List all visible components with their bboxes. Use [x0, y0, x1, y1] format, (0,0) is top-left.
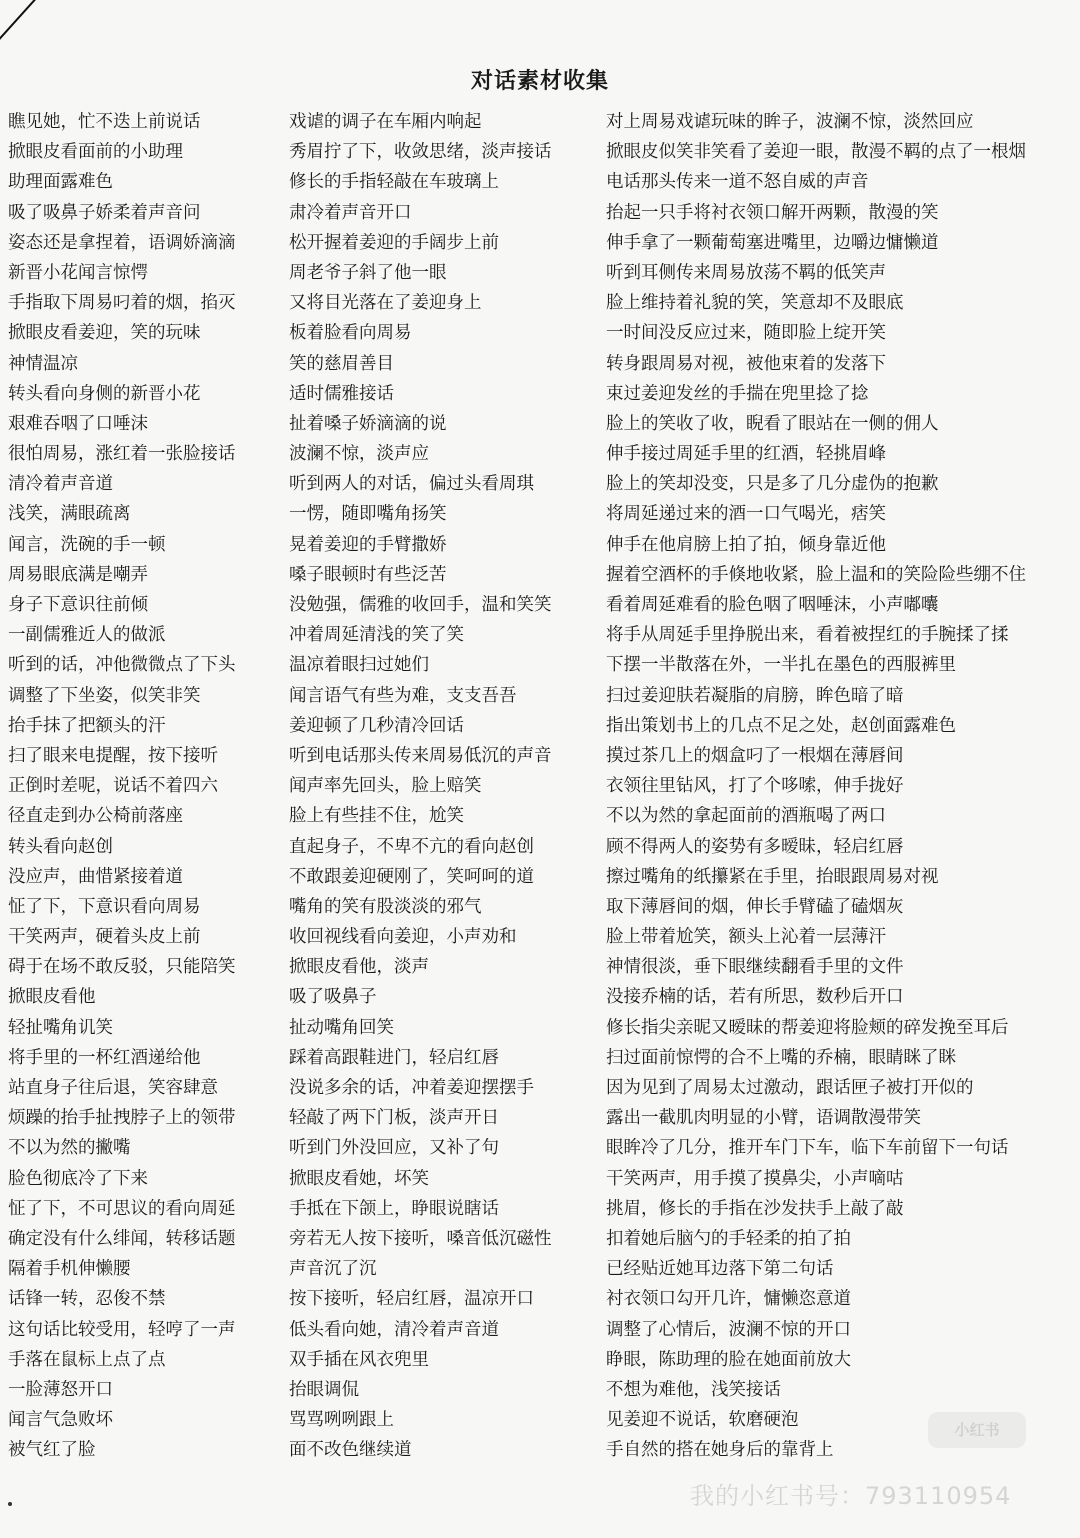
phrase-item: 浅笑，满眼疏离	[8, 504, 131, 525]
phrase-item: 站直身子往后退，笑容肆意	[8, 1078, 218, 1098]
phrase-item: 调整了下坐姿，似笑非笑	[8, 685, 201, 706]
phrase-item: 掀眼皮看他	[8, 987, 96, 1008]
phrase-item: 周易眼底满是嘲弄	[8, 564, 148, 585]
phrase-item: 晃着姜迎的手臂撒娇	[289, 534, 447, 555]
phrase-item: 确定没有什么绯闻，转移话题	[8, 1228, 236, 1249]
phrase-item: 吸了吸鼻子	[289, 987, 377, 1008]
phrase-item: 修长的手指轻敲在车玻璃上	[289, 172, 499, 193]
column-1	[8, 107, 280, 1465]
phrase-item: 声音沉了沉	[289, 1259, 377, 1280]
phrase-item: 清冷着声音道	[8, 474, 113, 495]
phrase-item: 碍于在场不敢反驳，只能陪笑	[8, 957, 236, 978]
phrase-item: 因为见到了周易太过激动，跟话匣子被打开似的	[606, 1078, 974, 1098]
phrase-item: 修长指尖亲昵又暧昧的帮姜迎将脸颊的碎发挽至耳后	[606, 1017, 1009, 1038]
phrase-item: 顾不得两人的姿势有多暧昧，轻启红唇	[606, 836, 904, 857]
phrase-item: 露出一截肌肉明显的小臂，语调散漫带笑	[606, 1108, 921, 1129]
phrase-item: 按下接听，轻启红唇，温凉开口	[289, 1289, 534, 1310]
phrase-item: 秀眉拧了下，收敛思绪，淡声接话	[289, 142, 552, 163]
corner-pen-mark	[0, 0, 52, 49]
phrase-item: 一脸薄怒开口	[8, 1379, 113, 1400]
phrase-item: 扯动嘴角回笑	[289, 1017, 394, 1038]
phrase-item: 吸了吸鼻子娇柔着声音问	[8, 202, 201, 223]
phrase-item: 踩着高跟鞋进门，轻启红唇	[289, 1047, 499, 1068]
phrase-item: 手落在鼠标上点了点	[8, 1349, 166, 1370]
column-3	[606, 107, 1076, 1465]
phrase-item: 嗓子眼顿时有些泛苦	[289, 564, 447, 585]
phrase-item: 伸手拿了一颗葡萄塞进嘴里，边嚼边慵懒道	[606, 232, 939, 253]
phrase-item: 很怕周易，涨红着一张脸接话	[8, 444, 236, 465]
phrase-item: 指出策划书上的几点不足之处，赵创面露难色	[606, 715, 956, 736]
watermark-logo: 小红书	[928, 1412, 1026, 1448]
phrase-item: 闻言语气有些为难，支支吾吾	[289, 685, 517, 706]
column-2	[289, 107, 589, 1465]
phrase-item: 扣着她后脑勺的手轻柔的拍了拍	[606, 1228, 851, 1249]
phrase-item: 脸色彻底冷了下来	[8, 1168, 148, 1189]
phrase-item: 这句话比较受用，轻哼了一声	[8, 1319, 236, 1340]
phrase-item: 不以为然的撇嘴	[8, 1138, 131, 1159]
phrase-item: 听到电话那头传来周易低沉的声音	[289, 745, 552, 766]
phrase-item: 见姜迎不说话，软磨硬泡	[606, 1410, 799, 1431]
phrase-item: 被气红了脸	[8, 1440, 96, 1461]
page-title: 对话素材收集	[470, 69, 609, 94]
phrase-item: 转头看向赵创	[8, 836, 113, 857]
phrase-item: 手抵在下颌上，睁眼说瞎话	[289, 1198, 499, 1219]
phrase-item: 伸手在他肩膀上拍了拍，倾身靠近他	[606, 534, 886, 555]
phrase-item: 怔了下，不可思议的看向周延	[8, 1198, 236, 1219]
phrase-item: 轻扯嘴角讥笑	[8, 1017, 113, 1038]
phrase-item: 听到两人的对话，偏过头看周琪	[289, 474, 534, 495]
phrase-item: 面不改色继续道	[289, 1440, 412, 1461]
phrase-item: 新晋小花闻言惊愕	[8, 262, 148, 283]
phrase-item: 掀眼皮看她，坏笑	[289, 1168, 429, 1189]
phrase-item: 转头看向身侧的新晋小花	[8, 383, 201, 404]
phrase-item: 神情温凉	[8, 353, 78, 374]
watermark-account: 我的小红书号：793110954	[690, 1482, 1012, 1510]
phrase-item: 已经贴近她耳边落下第二句话	[606, 1259, 834, 1280]
phrase-item: 又将目光落在了姜迎身上	[289, 293, 482, 314]
phrase-item: 周老爷子斜了他一眼	[289, 262, 447, 283]
phrase-item: 束过姜迎发丝的手揣在兜里捻了捻	[606, 383, 869, 404]
phrase-item: 骂骂咧咧跟上	[289, 1410, 394, 1431]
phrase-item: 收回视线看向姜迎，小声劝和	[289, 927, 517, 948]
phrase-item: 波澜不惊，淡声应	[289, 444, 429, 465]
scan-dot	[8, 1502, 12, 1506]
phrase-item: 衬衣领口勾开几许，慵懒恣意道	[606, 1289, 851, 1310]
phrase-item: 没说多余的话，冲着姜迎摆摆手	[289, 1078, 534, 1098]
phrase-item: 掀眼皮看面前的小助理	[8, 142, 183, 163]
phrase-item: 戏谑的调子在车厢内响起	[289, 112, 482, 132]
phrase-item: 将手从周延手里挣脱出来，看着被捏红的手腕揉了揉	[606, 625, 1009, 646]
phrase-item: 没应声，曲惜紧接着道	[8, 866, 183, 887]
phrase-item: 身子下意识往前倾	[8, 595, 148, 615]
phrase-item: 脸上的笑收了收，睨看了眼站在一侧的佣人	[606, 413, 939, 434]
phrase-item: 闻言气急败坏	[8, 1410, 113, 1431]
phrase-item: 轻敲了两下门板，淡声开日	[289, 1108, 499, 1129]
phrase-item: 适时儒雅接话	[289, 383, 394, 404]
phrase-item: 没接乔楠的话，若有所思，数秒后开口	[606, 987, 904, 1008]
phrase-item: 艰难吞咽了口唾沫	[8, 413, 148, 434]
phrase-item: 烦躁的抬手扯拽脖子上的领带	[8, 1108, 236, 1129]
phrase-item: 抬手抹了把额头的汗	[8, 715, 166, 736]
phrase-item: 睁眼，陈助理的脸在她面前放大	[606, 1349, 851, 1370]
phrase-item: 伸手接过周延手里的红酒，轻挑眉峰	[606, 444, 886, 465]
phrase-item: 干笑两声，用手摸了摸鼻尖，小声嘀咕	[606, 1168, 904, 1189]
phrase-item: 脸上维持着礼貌的笑，笑意却不及眼底	[606, 293, 904, 314]
phrase-item: 掀眼皮似笑非笑看了姜迎一眼，散漫不羁的点了一根烟	[606, 142, 1026, 163]
phrase-item: 冲着周延清浅的笑了笑	[289, 625, 464, 646]
phrase-item: 摸过茶几上的烟盒叼了一根烟在薄唇间	[606, 745, 904, 766]
phrase-item: 闻言，洗碗的手一顿	[8, 534, 166, 555]
phrase-item: 松开握着姜迎的手阔步上前	[289, 232, 499, 253]
phrase-item: 扫过面前惊愕的合不上嘴的乔楠，眼睛眯了眯	[606, 1047, 956, 1068]
phrase-item: 怔了下，下意识看向周易	[8, 896, 201, 917]
phrase-item: 径直走到办公椅前落座	[8, 806, 183, 827]
phrase-item: 一愣，随即嘴角扬笑	[289, 504, 447, 525]
phrase-item: 脸上的笑却没变，只是多了几分虚伪的抱歉	[606, 474, 939, 495]
phrase-item: 下摆一半散落在外，一半扎在墨色的西服裤里	[606, 655, 956, 676]
phrase-item: 扫了眼来电提醒，按下接听	[8, 745, 218, 766]
phrase-item: 助理面露难色	[8, 172, 113, 193]
phrase-item: 低头看向她，清冷着声音道	[289, 1319, 499, 1340]
phrase-item: 眼眸冷了几分，推开车门下车，临下车前留下一句话	[606, 1138, 1009, 1159]
phrase-item: 握着空酒杯的手倏地收紧，脸上温和的笑险险些绷不住	[606, 564, 1026, 585]
phrase-item: 将周延递过来的酒一口气喝光，痞笑	[606, 504, 886, 525]
phrase-item: 掀眼皮看姜迎，笑的玩味	[8, 323, 201, 344]
phrase-item: 调整了心情后，波澜不惊的开口	[606, 1319, 851, 1340]
phrase-item: 闻声率先回头，脸上赔笑	[289, 776, 482, 797]
phrase-item: 旁若无人按下接听，嗓音低沉磁性	[289, 1228, 552, 1249]
phrase-item: 取下薄唇间的烟，伸长手臂磕了磕烟灰	[606, 896, 904, 917]
phrase-item: 双手插在风衣兜里	[289, 1349, 429, 1370]
phrase-item: 手自然的搭在她身后的靠背上	[606, 1440, 834, 1461]
phrase-item: 听到的话，冲他微微点了下头	[8, 655, 236, 676]
phrase-item: 一副儒雅近人的做派	[8, 625, 166, 646]
phrase-item: 嘴角的笑有股淡淡的邪气	[289, 896, 482, 917]
phrase-item: 听到门外没回应，又补了句	[289, 1138, 499, 1159]
phrase-item: 神情很淡，垂下眼继续翻看手里的文件	[606, 957, 904, 978]
phrase-item: 肃冷着声音开口	[289, 202, 412, 223]
phrase-item: 转身跟周易对视，被他束着的发落下	[606, 353, 886, 374]
phrase-item: 扯着嗓子娇滴滴的说	[289, 413, 447, 434]
phrase-item: 听到耳侧传来周易放荡不羁的低笑声	[606, 262, 886, 283]
phrase-item: 温凉着眼扫过她们	[289, 655, 429, 676]
phrase-item: 手指取下周易叼着的烟，掐灭	[8, 293, 236, 314]
phrase-item: 擦过嘴角的纸攥紧在手里，抬眼跟周易对视	[606, 866, 939, 887]
phrase-item: 不想为难他，浅笑接话	[606, 1379, 781, 1400]
phrase-item: 板着脸看向周易	[289, 323, 412, 344]
phrase-item: 直起身子，不卑不亢的看向赵创	[289, 836, 534, 857]
phrase-item: 脸上带着尬笑，额头上沁着一层薄汗	[606, 927, 886, 948]
phrase-item: 干笑两声，硬着头皮上前	[8, 927, 201, 948]
phrase-item: 扫过姜迎肤若凝脂的肩膀，眸色暗了暗	[606, 685, 904, 706]
phrase-item: 没勉强，儒雅的收回手，温和笑笑	[289, 595, 552, 615]
phrase-item: 姿态还是拿捏着，语调娇滴滴	[8, 232, 236, 253]
phrase-item: 电话那头传来一道不怒自威的声音	[606, 172, 869, 193]
phrase-item: 话锋一转，忍俊不禁	[8, 1289, 166, 1310]
phrase-item: 将手里的一杯红酒递给他	[8, 1047, 201, 1068]
phrase-item: 一时间没反应过来，随即脸上绽开笑	[606, 323, 886, 344]
phrase-item: 不以为然的拿起面前的酒瓶喝了两口	[606, 806, 886, 827]
phrase-item: 笑的慈眉善目	[289, 353, 394, 374]
phrase-item: 隔着手机伸懒腰	[8, 1259, 131, 1280]
phrase-item: 挑眉，修长的手指在沙发扶手上敲了敲	[606, 1198, 904, 1219]
phrase-item: 不敢跟姜迎硬刚了，笑呵呵的道	[289, 866, 534, 887]
phrase-item: 抬眼调侃	[289, 1379, 359, 1400]
phrase-item: 姜迎顿了几秒清冷回话	[289, 715, 464, 736]
phrase-item: 衣领往里钻风，打了个哆嗦，伸手拢好	[606, 776, 904, 797]
phrase-item: 对上周易戏谑玩味的眸子，波澜不惊，淡然回应	[606, 112, 974, 132]
phrase-item: 正倒时差呢，说话不着四六	[8, 776, 218, 797]
phrase-item: 看着周延难看的脸色咽了咽唾沫，小声嘟囔	[606, 595, 939, 615]
phrase-item: 抬起一只手将衬衣领口解开两颗，散漫的笑	[606, 202, 939, 223]
phrase-item: 瞧见她，忙不迭上前说话	[8, 112, 201, 132]
phrase-item: 掀眼皮看他，淡声	[289, 957, 429, 978]
phrase-item: 脸上有些挂不住，尬笑	[289, 806, 464, 827]
